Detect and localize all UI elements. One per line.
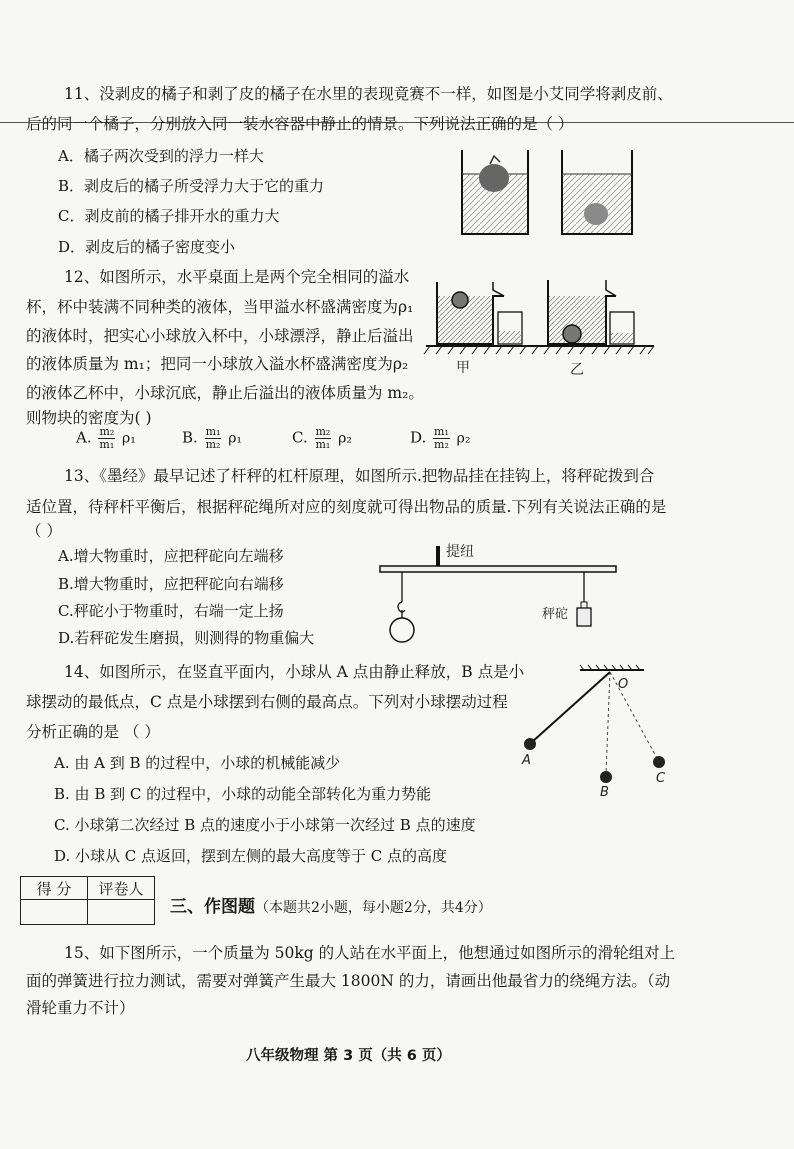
label-jia: 甲 xyxy=(456,360,470,376)
rho-symbol: ρ₁ xyxy=(228,430,243,447)
q12-option-b xyxy=(182,426,242,451)
page-footer: 八年级物理 第 3 页（共 6 页） xyxy=(246,1048,451,1064)
q14-line3: 分析正确的是 （ ） xyxy=(26,723,160,741)
ball-floating xyxy=(452,292,468,308)
q15-line3: 滑轮重力不计） xyxy=(26,999,135,1017)
q13-option-c: C.秤砣小于物重时，右端一定上扬 xyxy=(58,602,284,620)
q12-line6: 则物块的密度为( ) xyxy=(26,409,152,427)
ball-b xyxy=(600,771,612,783)
grader-header: 评卷人 xyxy=(88,877,155,900)
label-c: C xyxy=(656,771,666,786)
q13-option-a: A.增大物重时，应把秤砣向左端移 xyxy=(58,547,284,565)
option-letter: D. xyxy=(410,428,427,447)
steelyard-beam xyxy=(380,566,616,572)
fraction: $\frac{\text{m₂}}{\text{m₁}}$ xyxy=(99,425,115,451)
q12-line5: 的液体乙杯中，小球沉底，静止后溢出的液体质量为 m₂。 xyxy=(26,384,424,402)
section-heading xyxy=(170,892,492,917)
q15-line1: 15、如下图所示，一个质量为 50kg 的人站在水平面上，他想通过如图所示的滑轮组对上 xyxy=(64,944,676,962)
container-right xyxy=(562,150,632,234)
object-weight xyxy=(390,618,414,642)
q12-option-a xyxy=(76,426,136,451)
ball-a xyxy=(524,738,536,750)
option-letter: B. xyxy=(182,428,198,447)
orange-unpeeled xyxy=(479,164,509,192)
q12-option-c xyxy=(292,426,352,451)
q11-line2: 后的同一个橘子，分别放入同一装水容器中静止的情景。下列说法正确的是（ ） xyxy=(26,115,574,133)
fraction: $\frac{\text{m₁}}{\text{m₂}}$ xyxy=(434,425,449,451)
q12-line1: 12、如图所示，水平桌面上是两个完全相同的溢水 xyxy=(64,268,410,286)
q13-option-d: D.若秤砣发生磨损，则测得的物重偏大 xyxy=(58,629,315,647)
container-left xyxy=(462,150,528,234)
rho-symbol: ρ₂ xyxy=(456,430,471,447)
score-table xyxy=(20,876,155,925)
q14-line2: 球摆动的最低点，C 点是小球摆到右侧的最高点。下列对小球摆动过程 xyxy=(26,693,508,711)
option-letter: A. xyxy=(76,428,92,447)
q13-line3: （ ） xyxy=(26,522,62,540)
fraction: $\frac{\text{m₂}}{\text{m₁}}$ xyxy=(315,425,331,451)
q11-line1: 11、没剥皮的橘子和剥了皮的橘子在水里的表现竟赛不一样，如图是小艾同学将剥皮前、 xyxy=(64,85,673,103)
ball-c xyxy=(653,756,665,768)
label-tiniu: 提纽 xyxy=(446,544,474,560)
section-note: （本题共2小题，每小题2分，共4分） xyxy=(255,900,492,916)
lifting-knob xyxy=(436,546,440,566)
counterweight xyxy=(577,608,591,626)
rho-symbol: ρ₁ xyxy=(122,430,136,447)
label-b: B xyxy=(600,785,609,800)
label-a: A xyxy=(522,753,531,768)
score-header: 得 分 xyxy=(21,877,88,900)
ball-sunk xyxy=(563,325,581,343)
q14-line1: 14、如图所示，在竖直平面内，小球从 A 点由静止释放，B 点是小 xyxy=(64,663,525,681)
q12-figure-overflow-cups xyxy=(420,276,660,378)
q12-line3: 的液体时，把实心小球放入杯中，小球漂浮，静止后溢出 xyxy=(26,327,414,345)
rho-symbol: ρ₂ xyxy=(338,430,352,447)
q14-figure-pendulum xyxy=(514,664,674,802)
q12-line2: 杯，杯中装满不同种类的液体，当甲溢水杯盛满密度为ρ₁ xyxy=(26,298,414,316)
label-chengtuo: 秤砣 xyxy=(542,607,569,622)
section-title: 三、作图题 xyxy=(170,897,255,917)
q11-option-c: C．剥皮前的橘子排开水的重力大 xyxy=(58,207,280,225)
string-a xyxy=(532,672,610,742)
q12-option-d xyxy=(410,426,471,451)
label-yi: 乙 xyxy=(570,362,584,378)
grader-cell[interactable] xyxy=(88,900,155,925)
q13-figure-steelyard xyxy=(374,538,624,650)
q12-line4: 的液体质量为 m₁；把同一小球放入溢水杯盛满密度为ρ₂ xyxy=(26,355,409,373)
q15-line2: 面的弹簧进行拉力测试，需要对弹簧产生最大 1800N 的力，请画出他最省力的绕绳方法。（动 xyxy=(26,972,671,990)
q13-line2: 适位置，待秤杆平衡后，根据秤砣绳所对应的刻度就可得出物品的质量.下列有关说法正确的是 xyxy=(26,498,667,516)
q14-option-d: D. 小球从 C 点返回，摆到左侧的最大高度等于 C 点的高度 xyxy=(54,847,448,865)
q14-option-c: C. 小球第二次经过 B 点的速度小于小球第一次经过 B 点的速度 xyxy=(54,816,476,834)
q13-line1: 13、《墨经》最早记述了杆秤的杠杆原理，如图所示.把物品挂在挂钩上，将秤砣拨到合 xyxy=(64,467,655,485)
score-cell[interactable] xyxy=(21,900,88,925)
q11-option-b: B．剥皮后的橘子所受浮力大于它的重力 xyxy=(58,177,325,195)
option-letter: C. xyxy=(292,428,308,447)
label-o-point: O xyxy=(618,677,629,692)
q14-option-b: B. 由 B 到 C 的过程中，小球的动能全部转化为重力势能 xyxy=(54,785,432,803)
orange-peeled xyxy=(584,203,608,225)
q11-option-d: D．剥皮后的橘子密度变小 xyxy=(58,238,236,256)
string-b xyxy=(606,672,610,774)
q13-option-b: B.增大物重时，应把秤砣向右端移 xyxy=(58,575,284,593)
q14-option-a: A. 由 A 到 B 的过程中，小球的机械能减少 xyxy=(54,754,341,772)
fraction: $\frac{\text{m₁}}{\text{m₂}}$ xyxy=(205,425,221,451)
q11-figure-containers xyxy=(456,146,652,238)
q11-option-a: A．橘子两次受到的浮力一样大 xyxy=(58,147,264,165)
